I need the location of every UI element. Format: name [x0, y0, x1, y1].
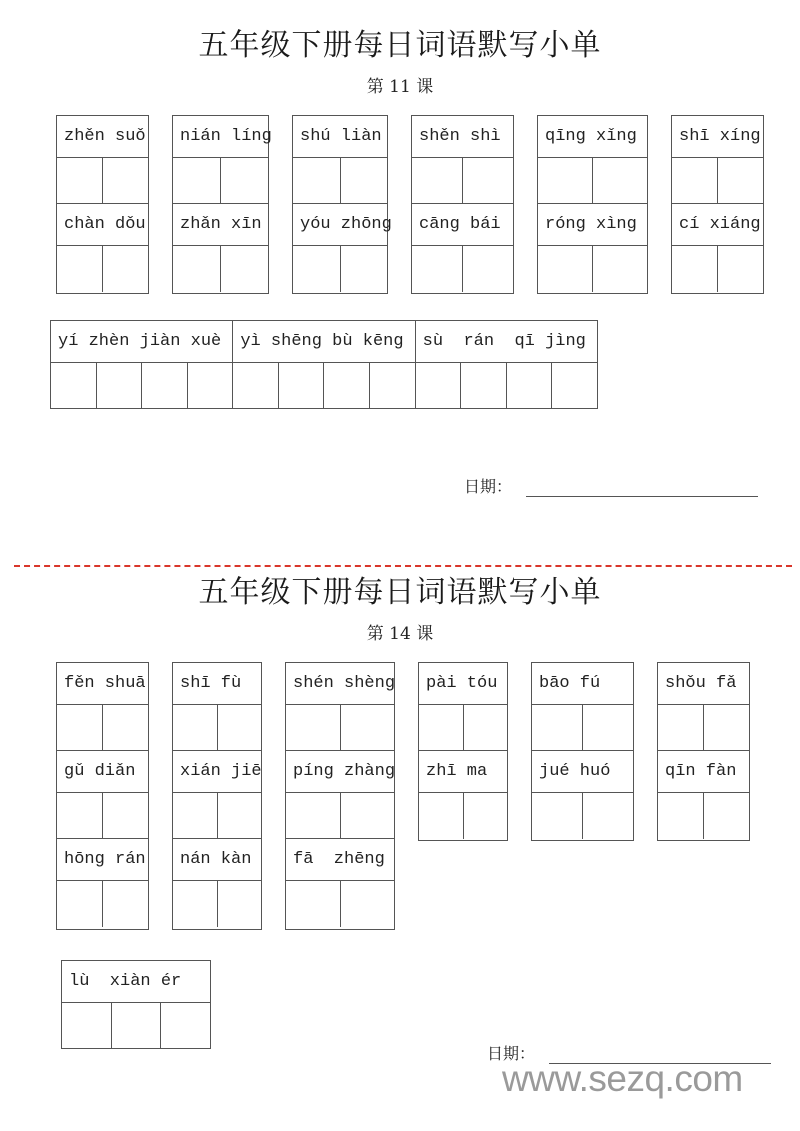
writing-box[interactable]: [341, 881, 395, 927]
pinyin-label: cí xiáng: [672, 204, 763, 246]
writing-box[interactable]: [57, 246, 103, 292]
word-entry: [293, 204, 392, 292]
word-entry: [412, 204, 513, 292]
writing-box[interactable]: [672, 158, 718, 203]
worksheet-title-2: 五年级下册每日词语默写小单: [198, 575, 602, 610]
writing-box[interactable]: [221, 246, 268, 292]
writing-box[interactable]: [51, 363, 97, 408]
word-card: [172, 662, 262, 930]
writing-box[interactable]: [412, 246, 463, 292]
writing-box[interactable]: [233, 363, 279, 408]
word-card: [537, 115, 648, 294]
writing-box[interactable]: [142, 363, 188, 408]
pinyin-label: nián líng: [173, 116, 268, 158]
pinyin-label: zhěn suǒ: [57, 116, 148, 158]
pinyin-label: lù xiàn ér: [62, 961, 210, 1003]
word-entry: [286, 663, 394, 751]
pinyin-label: pài tóu: [419, 663, 507, 705]
writing-box[interactable]: [461, 363, 507, 408]
writing-box[interactable]: [718, 158, 763, 203]
writing-box[interactable]: [370, 363, 415, 408]
writing-box[interactable]: [173, 705, 218, 750]
word-card: [56, 662, 149, 930]
writing-box[interactable]: [173, 158, 221, 203]
word-card: [56, 115, 149, 294]
writing-box[interactable]: [419, 705, 464, 750]
pinyin-label: píng zhàng: [286, 751, 394, 793]
date-field-1: [464, 474, 758, 497]
word-entry: [672, 204, 763, 292]
word-entry: [173, 204, 268, 292]
word-entry: [293, 116, 387, 204]
writing-box[interactable]: [173, 246, 221, 292]
idiom-entry: [416, 321, 597, 408]
pinyin-label: fā zhēng: [286, 839, 394, 881]
word-entry: [286, 839, 394, 927]
word-card: [418, 662, 508, 841]
idiom-table: [50, 320, 598, 409]
pinyin-label: yóu zhōng: [293, 204, 387, 246]
writing-box[interactable]: [672, 246, 718, 292]
writing-box[interactable]: [704, 705, 749, 750]
word-entry: [57, 204, 148, 292]
word-entry: [286, 751, 394, 839]
date-label: 日期：: [487, 1044, 536, 1063]
pinyin-label: sù rán qī jìng: [416, 321, 597, 363]
word-entry: [173, 663, 261, 751]
writing-box[interactable]: [218, 881, 262, 927]
word-card: [657, 662, 750, 841]
writing-box[interactable]: [718, 246, 763, 292]
writing-box[interactable]: [341, 246, 388, 292]
lesson-label-1: 第 11 课: [366, 77, 434, 97]
writing-box[interactable]: [593, 246, 647, 292]
writing-box[interactable]: [57, 158, 103, 203]
writing-box[interactable]: [538, 158, 593, 203]
writing-box[interactable]: [173, 793, 218, 838]
word-entry: [57, 839, 148, 927]
writing-box[interactable]: [293, 158, 341, 203]
writing-box[interactable]: [286, 793, 341, 838]
writing-box[interactable]: [419, 793, 464, 839]
writing-box[interactable]: [593, 158, 647, 203]
writing-box[interactable]: [583, 793, 633, 839]
writing-box[interactable]: [704, 793, 749, 839]
word-card: [531, 662, 634, 841]
pinyin-label: qīng xǐng: [538, 116, 647, 158]
writing-box[interactable]: [532, 705, 583, 750]
worksheet-title-1: 五年级下册每日词语默写小单: [198, 28, 602, 63]
writing-box[interactable]: [221, 158, 268, 203]
writing-box[interactable]: [103, 705, 148, 750]
writing-box[interactable]: [161, 1003, 210, 1049]
writing-box[interactable]: [464, 705, 508, 750]
word-entry: [419, 663, 507, 751]
writing-box[interactable]: [538, 246, 593, 292]
writing-box[interactable]: [658, 793, 704, 839]
pinyin-label: hōng rán: [57, 839, 148, 881]
word-entry: [538, 204, 647, 292]
date-label: 日期：: [464, 477, 513, 496]
writing-box[interactable]: [532, 793, 583, 839]
lesson-label-2: 第 14 课: [366, 624, 434, 644]
writing-box[interactable]: [279, 363, 325, 408]
word-card: [61, 960, 211, 1049]
writing-box[interactable]: [341, 705, 395, 750]
word-entry: [419, 751, 507, 839]
pinyin-label: shén shèng: [286, 663, 394, 705]
pinyin-label: yí zhèn jiàn xuè: [51, 321, 232, 363]
writing-box[interactable]: [62, 1003, 112, 1049]
pinyin-label: yì shēng bù kēng: [233, 321, 414, 363]
word-entry: [173, 839, 261, 927]
word-entry: [532, 663, 633, 751]
pinyin-label: bāo fú: [532, 663, 633, 705]
writing-box[interactable]: [57, 881, 103, 927]
writing-box[interactable]: [57, 705, 103, 750]
writing-box[interactable]: [507, 363, 553, 408]
pinyin-label: gǔ diǎn: [57, 751, 148, 793]
writing-box[interactable]: [97, 363, 143, 408]
writing-box[interactable]: [463, 158, 513, 203]
word-entry: [672, 116, 763, 204]
pinyin-label: cāng bái: [412, 204, 513, 246]
pinyin-label: jué huó: [532, 751, 633, 793]
writing-box[interactable]: [341, 158, 388, 203]
writing-box[interactable]: [218, 793, 262, 838]
writing-box[interactable]: [286, 705, 341, 750]
writing-box[interactable]: [341, 793, 395, 838]
pinyin-label: zhǎn xīn: [173, 204, 268, 246]
writing-box[interactable]: [464, 793, 508, 839]
writing-box[interactable]: [103, 246, 148, 292]
word-entry: [658, 663, 749, 751]
pinyin-label: shěn shì: [412, 116, 513, 158]
pinyin-label: zhī ma: [419, 751, 507, 793]
word-card: [411, 115, 514, 294]
word-card: [671, 115, 764, 294]
pinyin-label: shú liàn: [293, 116, 387, 158]
writing-box[interactable]: [218, 705, 262, 750]
pinyin-label: fěn shuā: [57, 663, 148, 705]
word-entry: [658, 751, 749, 839]
writing-box[interactable]: [103, 793, 148, 838]
writing-box[interactable]: [658, 705, 704, 750]
writing-box[interactable]: [188, 363, 233, 408]
idiom-entry: [51, 321, 233, 408]
pinyin-label: nán kàn: [173, 839, 261, 881]
writing-box[interactable]: [286, 881, 341, 927]
word-entry: [532, 751, 633, 839]
writing-box[interactable]: [412, 158, 463, 203]
word-entry: [57, 116, 148, 204]
writing-box[interactable]: [324, 363, 370, 408]
pinyin-label: shǒu fǎ: [658, 663, 749, 705]
word-entry: [62, 961, 210, 1049]
writing-box[interactable]: [552, 363, 597, 408]
pinyin-label: shī xíng: [672, 116, 763, 158]
writing-box[interactable]: [103, 881, 148, 927]
writing-box[interactable]: [416, 363, 462, 408]
writing-box[interactable]: [173, 881, 218, 927]
pinyin-label: shī fù: [173, 663, 261, 705]
word-card: [172, 115, 272, 294]
writing-box[interactable]: [57, 793, 103, 838]
word-card: [292, 115, 392, 294]
idiom-entry: [233, 321, 415, 408]
word-entry: [538, 116, 647, 204]
pinyin-label: qīn fàn: [658, 751, 749, 793]
pinyin-label: róng xìng: [538, 204, 647, 246]
word-entry: [173, 751, 261, 839]
writing-box[interactable]: [293, 246, 341, 292]
pinyin-label: chàn dǒu: [57, 204, 148, 246]
writing-box[interactable]: [583, 705, 633, 750]
writing-box[interactable]: [112, 1003, 162, 1049]
writing-box[interactable]: [463, 246, 513, 292]
writing-box[interactable]: [103, 158, 148, 203]
pinyin-label: xián jiē: [173, 751, 261, 793]
word-card: [285, 662, 395, 930]
word-entry: [57, 663, 148, 751]
date-input-line[interactable]: [526, 495, 758, 497]
word-entry: [173, 116, 272, 204]
watermark-text: www.sezq.com: [502, 1058, 743, 1099]
word-entry: [57, 751, 148, 839]
word-entry: [412, 116, 513, 204]
